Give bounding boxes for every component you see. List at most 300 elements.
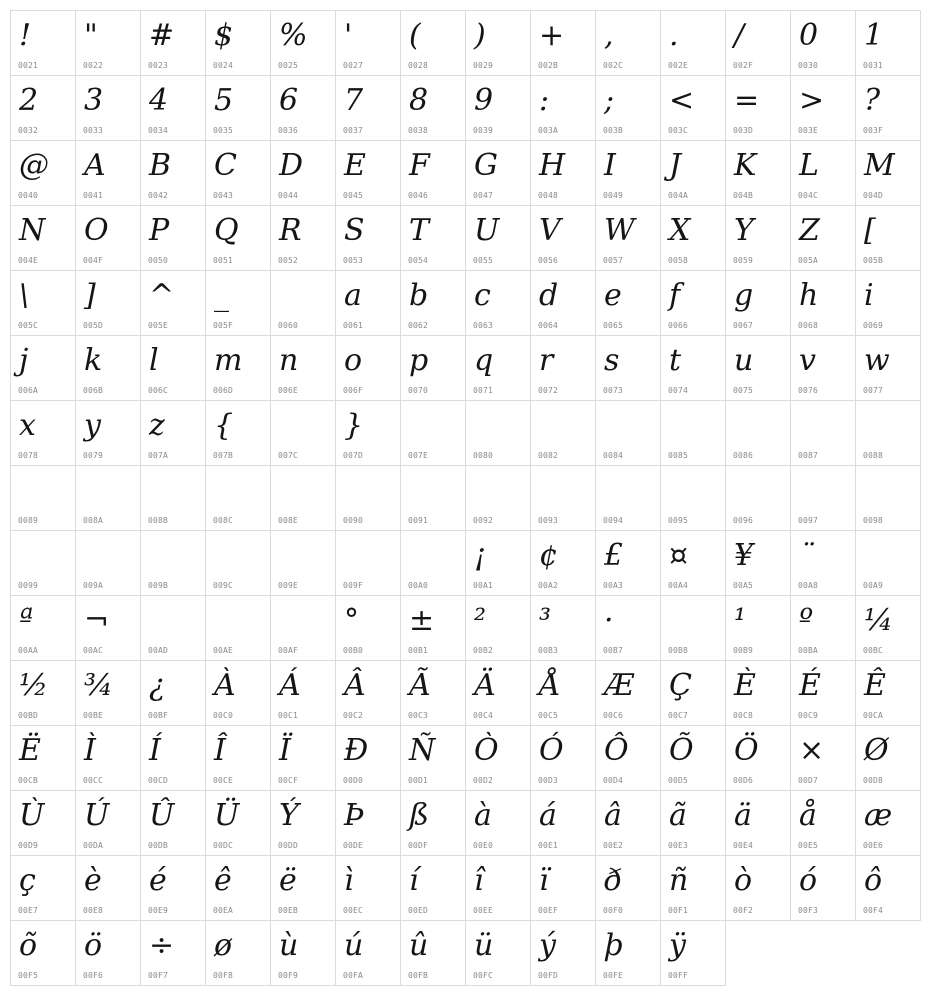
glyph-char: å — [799, 798, 817, 833]
glyph-cell[interactable] — [725, 790, 791, 856]
glyph-cell[interactable] — [465, 790, 531, 856]
glyph-cell[interactable] — [270, 10, 336, 76]
glyph-cell[interactable] — [790, 530, 856, 596]
glyph-cell[interactable] — [400, 140, 466, 206]
glyph-cell[interactable] — [725, 400, 791, 466]
glyph-char: 4 — [149, 83, 169, 118]
glyph-cell[interactable] — [140, 400, 206, 466]
glyph-cell[interactable] — [270, 595, 336, 661]
glyph-cell[interactable] — [140, 725, 206, 791]
glyph-cell[interactable] — [400, 270, 466, 336]
glyph-cell[interactable] — [465, 660, 531, 726]
glyph-cell[interactable] — [660, 10, 726, 76]
glyph-cell[interactable] — [465, 400, 531, 466]
glyph-cell[interactable] — [270, 855, 336, 921]
glyph-cell[interactable] — [660, 140, 726, 206]
codepoint-label: 00C1 — [278, 711, 299, 720]
glyph-cell[interactable] — [855, 10, 921, 76]
codepoint-label: 0036 — [278, 126, 299, 135]
glyph-char: L — [799, 148, 819, 183]
glyph-cell[interactable] — [595, 400, 661, 466]
glyph-cell[interactable] — [400, 10, 466, 76]
codepoint-label: 00FC — [473, 971, 494, 980]
codepoint-label: 00AC — [83, 646, 104, 655]
glyph-cell[interactable] — [855, 140, 921, 206]
glyph-cell[interactable] — [10, 270, 76, 336]
glyph-char: n — [279, 343, 299, 378]
glyph-cell[interactable] — [75, 855, 141, 921]
glyph-cell[interactable] — [725, 335, 791, 401]
glyph-cell[interactable] — [660, 855, 726, 921]
codepoint-label: 00C0 — [213, 711, 234, 720]
glyph-cell[interactable] — [335, 660, 401, 726]
glyph-cell[interactable] — [205, 400, 271, 466]
glyph-char: ³ — [539, 603, 552, 638]
glyph-cell[interactable] — [790, 595, 856, 661]
codepoint-label: 0042 — [148, 191, 169, 200]
glyph-cell[interactable] — [10, 335, 76, 401]
glyph-cell[interactable] — [725, 660, 791, 726]
glyph-cell[interactable] — [660, 465, 726, 531]
glyph-cell[interactable] — [335, 270, 401, 336]
glyph-cell[interactable] — [75, 270, 141, 336]
glyph-char: ñ — [669, 863, 689, 898]
glyph-char: \ — [19, 278, 30, 313]
codepoint-label: 00F1 — [668, 906, 689, 915]
glyph-char: Ð — [344, 733, 369, 768]
glyph-cell[interactable] — [75, 140, 141, 206]
glyph-cell[interactable] — [595, 10, 661, 76]
glyph-cell[interactable] — [465, 465, 531, 531]
glyph-char: E — [344, 148, 366, 183]
codepoint-label: 00EB — [278, 906, 299, 915]
glyph-cell[interactable] — [270, 660, 336, 726]
glyph-cell[interactable] — [855, 855, 921, 921]
glyph-cell[interactable] — [335, 205, 401, 271]
glyph-cell[interactable] — [75, 725, 141, 791]
glyph-cell[interactable] — [335, 400, 401, 466]
codepoint-label: 00E3 — [668, 841, 689, 850]
glyph-cell[interactable] — [400, 205, 466, 271]
glyph-cell[interactable] — [660, 920, 726, 986]
codepoint-label: 0074 — [668, 386, 689, 395]
glyph-char: ï — [539, 863, 549, 898]
glyph-cell[interactable] — [140, 660, 206, 726]
glyph-cell[interactable] — [855, 270, 921, 336]
glyph-cell[interactable] — [595, 140, 661, 206]
glyph-cell[interactable] — [660, 205, 726, 271]
glyph-char: ? — [864, 83, 881, 118]
glyph-char: · — [604, 603, 614, 638]
codepoint-label: 00A0 — [408, 581, 429, 590]
glyph-cell[interactable] — [595, 530, 661, 596]
glyph-cell[interactable] — [270, 140, 336, 206]
glyph-char: q — [474, 343, 494, 378]
glyph-cell[interactable] — [140, 140, 206, 206]
glyph-char: ì — [344, 863, 354, 898]
glyph-cell[interactable] — [270, 270, 336, 336]
glyph-cell[interactable] — [660, 270, 726, 336]
glyph-char: Ë — [19, 733, 41, 768]
glyph-cell[interactable] — [530, 660, 596, 726]
glyph-cell[interactable] — [725, 270, 791, 336]
codepoint-label: 0055 — [473, 256, 494, 265]
glyph-cell[interactable] — [595, 855, 661, 921]
glyph-char: ¡ — [474, 538, 487, 573]
codepoint-label: 00A5 — [733, 581, 754, 590]
glyph-cell[interactable] — [855, 595, 921, 661]
glyph-cell[interactable] — [530, 205, 596, 271]
glyph-cell[interactable] — [595, 75, 661, 141]
codepoint-label: 00DA — [83, 841, 104, 850]
glyph-cell[interactable] — [10, 400, 76, 466]
glyph-cell[interactable] — [10, 660, 76, 726]
glyph-cell[interactable] — [660, 660, 726, 726]
glyph-cell[interactable] — [595, 270, 661, 336]
codepoint-label: 004D — [863, 191, 884, 200]
glyph-cell[interactable] — [270, 75, 336, 141]
glyph-cell[interactable] — [140, 530, 206, 596]
glyph-cell[interactable] — [530, 400, 596, 466]
codepoint-label: 0050 — [148, 256, 169, 265]
codepoint-label: 0044 — [278, 191, 299, 200]
glyph-cell[interactable] — [335, 140, 401, 206]
glyph-cell[interactable] — [75, 75, 141, 141]
glyph-cell[interactable] — [855, 790, 921, 856]
glyph-cell[interactable] — [205, 10, 271, 76]
codepoint-label: 00CF — [278, 776, 299, 785]
codepoint-label: 00DE — [343, 841, 364, 850]
glyph-cell[interactable] — [400, 660, 466, 726]
glyph-cell[interactable] — [140, 920, 206, 986]
glyph-cell[interactable] — [140, 335, 206, 401]
glyph-cell[interactable] — [140, 205, 206, 271]
glyph-cell[interactable] — [335, 920, 401, 986]
codepoint-label: 007C — [278, 451, 299, 460]
glyph-cell[interactable] — [465, 920, 531, 986]
glyph-char: ½ — [19, 668, 49, 703]
glyph-char: a — [344, 278, 362, 313]
glyph-cell[interactable] — [595, 725, 661, 791]
glyph-cell[interactable] — [465, 595, 531, 661]
glyph-cell[interactable] — [465, 335, 531, 401]
glyph-cell[interactable] — [725, 725, 791, 791]
glyph-cell[interactable] — [10, 790, 76, 856]
codepoint-label: 0078 — [18, 451, 39, 460]
glyph-cell[interactable] — [790, 725, 856, 791]
glyph-cell[interactable] — [855, 660, 921, 726]
glyph-cell[interactable] — [270, 790, 336, 856]
glyph-cell[interactable] — [10, 140, 76, 206]
glyph-cell[interactable] — [205, 725, 271, 791]
glyph-cell[interactable] — [855, 75, 921, 141]
glyph-cell[interactable] — [205, 465, 271, 531]
glyph-cell[interactable] — [790, 465, 856, 531]
glyph-cell[interactable] — [725, 140, 791, 206]
codepoint-label: 00B2 — [473, 646, 494, 655]
glyph-cell[interactable] — [75, 920, 141, 986]
glyph-cell[interactable] — [595, 465, 661, 531]
glyph-cell[interactable] — [595, 205, 661, 271]
glyph-cell[interactable] — [270, 335, 336, 401]
glyph-cell[interactable] — [595, 920, 661, 986]
glyph-char: Ú — [84, 798, 110, 833]
glyph-cell[interactable] — [660, 725, 726, 791]
glyph-cell[interactable] — [10, 920, 76, 986]
glyph-cell[interactable] — [530, 790, 596, 856]
glyph-cell[interactable] — [400, 75, 466, 141]
codepoint-label: 0043 — [213, 191, 234, 200]
codepoint-label: 00F8 — [213, 971, 234, 980]
glyph-cell[interactable] — [855, 530, 921, 596]
glyph-cell[interactable] — [855, 400, 921, 466]
glyph-cell[interactable] — [335, 855, 401, 921]
glyph-char: Y — [734, 213, 754, 248]
glyph-cell[interactable] — [465, 725, 531, 791]
glyph-cell[interactable] — [400, 335, 466, 401]
codepoint-label: 0048 — [538, 191, 559, 200]
glyph-cell[interactable] — [140, 855, 206, 921]
glyph-cell[interactable] — [10, 595, 76, 661]
glyph-cell[interactable] — [10, 855, 76, 921]
codepoint-label: 0054 — [408, 256, 429, 265]
glyph-cell[interactable] — [790, 140, 856, 206]
glyph-cell[interactable] — [790, 855, 856, 921]
codepoint-label: 00CC — [83, 776, 104, 785]
glyph-cell[interactable] — [335, 530, 401, 596]
codepoint-label: 0091 — [408, 516, 429, 525]
glyph-cell[interactable] — [10, 75, 76, 141]
glyph-char: ð — [604, 863, 623, 898]
glyph-cell[interactable] — [465, 270, 531, 336]
glyph-cell[interactable] — [660, 400, 726, 466]
codepoint-label: 005D — [83, 321, 104, 330]
codepoint-label: 005E — [148, 321, 169, 330]
glyph-cell[interactable] — [855, 725, 921, 791]
glyph-char: È — [734, 668, 756, 703]
glyph-cell[interactable] — [335, 335, 401, 401]
codepoint-label: 00DD — [278, 841, 299, 850]
glyph-cell[interactable] — [790, 400, 856, 466]
glyph-cell[interactable] — [400, 530, 466, 596]
glyph-char: ¥ — [734, 538, 754, 573]
glyph-char: £ — [604, 538, 624, 573]
glyph-cell[interactable] — [660, 335, 726, 401]
glyph-cell[interactable] — [205, 530, 271, 596]
codepoint-label: 006C — [148, 386, 169, 395]
glyph-cell[interactable] — [465, 855, 531, 921]
codepoint-label: 00E2 — [603, 841, 624, 850]
glyph-cell[interactable] — [530, 10, 596, 76]
glyph-char: $ — [214, 18, 234, 53]
codepoint-label: 00B3 — [538, 646, 559, 655]
glyph-cell[interactable] — [335, 465, 401, 531]
glyph-cell[interactable] — [400, 855, 466, 921]
glyph-cell[interactable] — [10, 465, 76, 531]
glyph-char: º — [799, 603, 814, 638]
glyph-cell[interactable] — [10, 530, 76, 596]
glyph-cell[interactable] — [335, 10, 401, 76]
glyph-cell[interactable] — [465, 75, 531, 141]
codepoint-label: 00CA — [863, 711, 884, 720]
glyph-cell[interactable] — [465, 140, 531, 206]
glyph-cell[interactable] — [530, 920, 596, 986]
glyph-cell[interactable] — [790, 75, 856, 141]
glyph-cell[interactable] — [725, 530, 791, 596]
glyph-cell[interactable] — [595, 660, 661, 726]
codepoint-label: 00EF — [538, 906, 559, 915]
glyph-cell[interactable] — [790, 10, 856, 76]
glyph-char: m — [214, 343, 243, 378]
glyph-char: k — [84, 343, 103, 378]
glyph-char: l — [149, 343, 159, 378]
glyph-cell[interactable] — [530, 335, 596, 401]
codepoint-label: 00D7 — [798, 776, 819, 785]
glyph-cell[interactable] — [790, 660, 856, 726]
glyph-cell[interactable] — [530, 725, 596, 791]
glyph-cell[interactable] — [75, 790, 141, 856]
glyph-cell[interactable] — [660, 75, 726, 141]
glyph-cell[interactable] — [270, 920, 336, 986]
glyph-cell[interactable] — [75, 465, 141, 531]
glyph-cell[interactable] — [725, 10, 791, 76]
glyph-cell[interactable] — [660, 595, 726, 661]
glyph-cell[interactable] — [400, 920, 466, 986]
glyph-cell[interactable] — [205, 335, 271, 401]
glyph-cell[interactable] — [790, 335, 856, 401]
glyph-char: Z — [799, 213, 820, 248]
glyph-cell[interactable] — [855, 205, 921, 271]
glyph-cell[interactable] — [530, 140, 596, 206]
glyph-cell[interactable] — [530, 595, 596, 661]
glyph-cell[interactable] — [725, 595, 791, 661]
glyph-cell[interactable] — [400, 595, 466, 661]
codepoint-label: 0077 — [863, 386, 884, 395]
glyph-cell[interactable] — [270, 725, 336, 791]
codepoint-label: 00F9 — [278, 971, 299, 980]
codepoint-label: 008C — [213, 516, 234, 525]
glyph-cell[interactable] — [660, 790, 726, 856]
codepoint-label: 006F — [343, 386, 364, 395]
codepoint-label: 0075 — [733, 386, 754, 395]
glyph-cell[interactable] — [205, 75, 271, 141]
glyph-char: ê — [214, 863, 232, 898]
glyph-cell[interactable] — [270, 530, 336, 596]
glyph-cell[interactable] — [855, 465, 921, 531]
glyph-cell[interactable] — [140, 465, 206, 531]
glyph-cell[interactable] — [270, 205, 336, 271]
glyph-char: ± — [409, 603, 435, 638]
glyph-cell[interactable] — [205, 270, 271, 336]
glyph-char: õ — [19, 928, 38, 963]
glyph-char: Ö — [734, 733, 759, 768]
glyph-cell[interactable] — [140, 595, 206, 661]
glyph-cell[interactable] — [595, 335, 661, 401]
glyph-cell[interactable] — [75, 10, 141, 76]
glyph-cell[interactable] — [205, 595, 271, 661]
glyph-cell[interactable] — [400, 790, 466, 856]
glyph-cell[interactable] — [140, 270, 206, 336]
glyph-cell[interactable] — [790, 790, 856, 856]
glyph-cell[interactable] — [530, 530, 596, 596]
glyph-cell[interactable] — [205, 205, 271, 271]
glyph-cell[interactable] — [140, 10, 206, 76]
glyph-cell[interactable] — [75, 530, 141, 596]
glyph-cell[interactable] — [530, 75, 596, 141]
glyph-cell[interactable] — [335, 595, 401, 661]
glyph-char: ã — [669, 798, 687, 833]
glyph-char: r — [539, 343, 554, 378]
codepoint-label: 004F — [83, 256, 104, 265]
glyph-char: j — [19, 343, 29, 378]
glyph-cell[interactable] — [530, 465, 596, 531]
glyph-cell[interactable] — [725, 75, 791, 141]
glyph-cell[interactable] — [335, 790, 401, 856]
glyph-cell[interactable] — [725, 855, 791, 921]
glyph-cell[interactable] — [595, 595, 661, 661]
glyph-cell[interactable] — [10, 205, 76, 271]
glyph-cell[interactable] — [335, 725, 401, 791]
glyph-cell[interactable] — [335, 75, 401, 141]
glyph-cell[interactable] — [855, 335, 921, 401]
codepoint-label: 003B — [603, 126, 624, 135]
glyph-cell[interactable] — [75, 335, 141, 401]
glyph-cell[interactable] — [75, 595, 141, 661]
glyph-char: Ä — [474, 668, 496, 703]
glyph-cell[interactable] — [400, 465, 466, 531]
glyph-cell[interactable] — [10, 725, 76, 791]
glyph-cell[interactable] — [270, 400, 336, 466]
glyph-cell[interactable] — [530, 855, 596, 921]
glyph-cell[interactable] — [790, 205, 856, 271]
codepoint-label: 009C — [213, 581, 234, 590]
glyph-cell[interactable] — [530, 270, 596, 336]
glyph-cell[interactable] — [75, 205, 141, 271]
glyph-cell[interactable] — [10, 10, 76, 76]
glyph-cell[interactable] — [400, 400, 466, 466]
glyph-cell[interactable] — [595, 790, 661, 856]
glyph-cell[interactable] — [205, 790, 271, 856]
codepoint-label: 00F3 — [798, 906, 819, 915]
glyph-cell[interactable] — [270, 465, 336, 531]
glyph-cell[interactable] — [140, 75, 206, 141]
codepoint-label: 004C — [798, 191, 819, 200]
codepoint-label: 002F — [733, 61, 754, 70]
glyph-cell[interactable] — [205, 855, 271, 921]
glyph-cell[interactable] — [75, 660, 141, 726]
glyph-char: D — [279, 148, 304, 183]
glyph-cell[interactable] — [205, 660, 271, 726]
glyph-cell[interactable] — [205, 920, 271, 986]
glyph-cell[interactable] — [75, 400, 141, 466]
glyph-cell[interactable] — [400, 725, 466, 791]
codepoint-label: 00D3 — [538, 776, 559, 785]
glyph-cell[interactable] — [790, 270, 856, 336]
glyph-cell[interactable] — [725, 205, 791, 271]
glyph-cell[interactable] — [465, 205, 531, 271]
codepoint-label: 0085 — [668, 451, 689, 460]
glyph-char: b — [409, 278, 429, 313]
glyph-cell[interactable] — [465, 10, 531, 76]
glyph-char: ¢ — [539, 538, 559, 573]
glyph-cell[interactable] — [465, 530, 531, 596]
glyph-cell[interactable] — [660, 530, 726, 596]
codepoint-label: 0099 — [18, 581, 39, 590]
glyph-char: é — [149, 863, 167, 898]
glyph-cell[interactable] — [725, 465, 791, 531]
glyph-cell[interactable] — [140, 790, 206, 856]
glyph-cell[interactable] — [205, 140, 271, 206]
